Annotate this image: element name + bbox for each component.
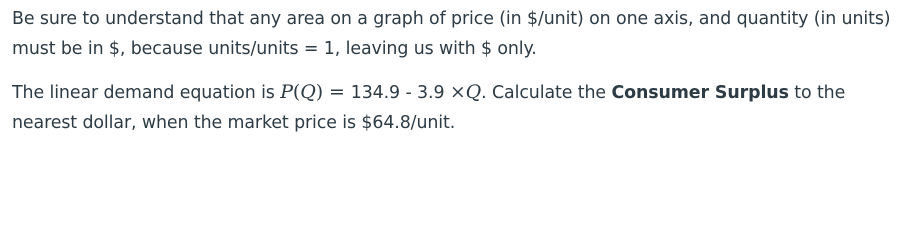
consumer-surplus-term: Consumer Surplus (611, 83, 789, 103)
question-rest-text: to the nearest dollar, when the market price is $64.8/unit. (12, 83, 846, 133)
question-paragraph (12, 77, 907, 138)
question-content (12, 4, 907, 138)
quantity-variable: Q (300, 81, 316, 103)
price-function-symbol: P (280, 81, 293, 103)
question-intro-text: The linear demand equation is (12, 83, 281, 103)
equals-sign: = (323, 81, 351, 103)
equation-coefficients: 134.9 - 3.9 (350, 83, 450, 103)
open-paren: ( (292, 81, 301, 103)
close-paren: ) (315, 81, 324, 103)
times-symbol: × (449, 81, 466, 103)
explanation-paragraph: Be sure to understand that any area on a graph of price (in $/unit) on one axis, and quantity (in units) must be in $, because units/units = 1, leaving us with $ only. (12, 9, 891, 59)
calculate-text: . Calculate the (481, 83, 612, 103)
quantity-variable-2: Q (465, 81, 482, 103)
